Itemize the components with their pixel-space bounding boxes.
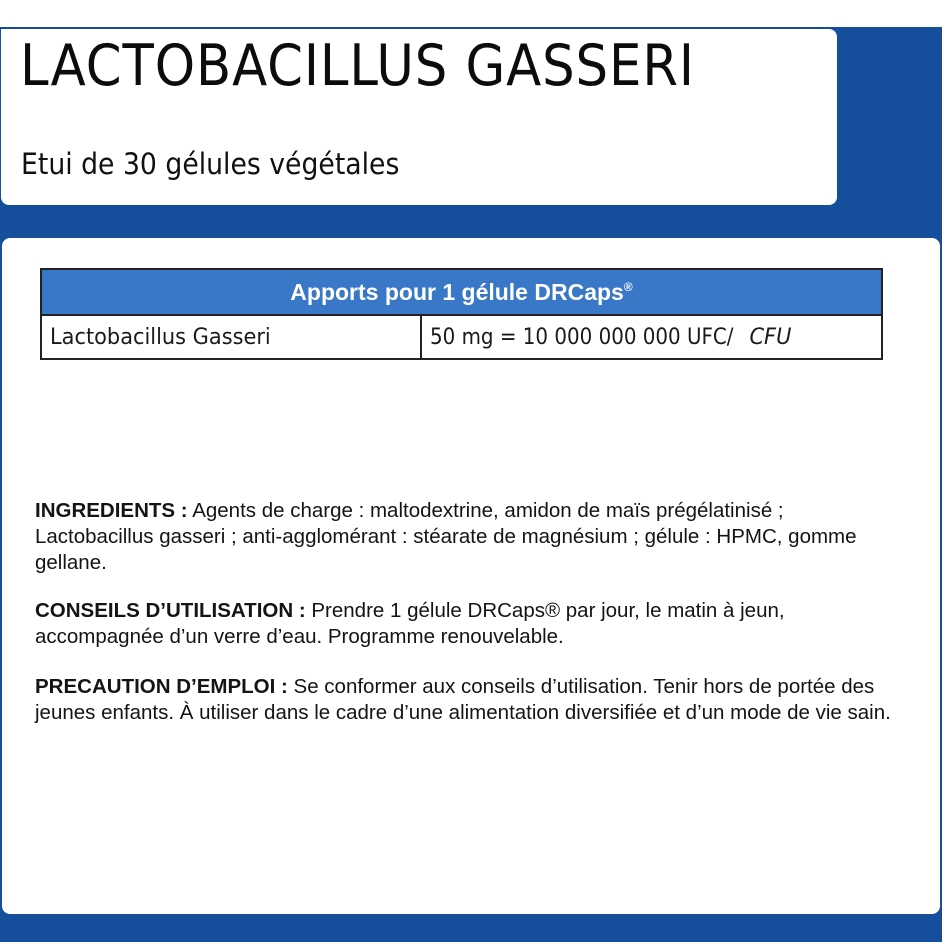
table-header-cell xyxy=(41,269,882,315)
nutrition-table xyxy=(40,268,883,360)
amount-unit: CFU xyxy=(749,324,792,350)
table-header-label: Apports pour 1 gélule DRCaps xyxy=(290,278,624,305)
product-title: LACTOBACILLUS GASSERI xyxy=(20,33,695,99)
amount-value: 50 mg = 10 000 000 000 UFC/ xyxy=(430,324,734,350)
ingredients-section xyxy=(35,498,895,576)
precaution-label: PRECAUTION D’EMPLOI : xyxy=(35,675,288,698)
usage-section xyxy=(35,598,895,650)
registered-mark: ® xyxy=(623,279,633,294)
ingredient-amount xyxy=(430,325,791,350)
ingredient-amount-cell xyxy=(421,315,882,359)
ingredients-label: INGREDIENTS : xyxy=(35,499,188,522)
precaution-section xyxy=(35,674,895,726)
ingredient-name-cell xyxy=(41,315,421,359)
usage-label: CONSEILS D’UTILISATION : xyxy=(35,599,306,622)
table-header-row xyxy=(41,269,882,315)
usage-text: Prendre 1 gélule DRCaps® par jour, le matin à jeun, accompagnée d’un verre d’eau. Programme renouvelable. xyxy=(35,599,785,648)
product-subtitle: Etui de 30 gélules végétales xyxy=(21,147,400,181)
ingredients-text: Agents de charge : maltodextrine, amidon de maïs prégélatinisé ; Lactobacillus gasseri ; anti-agglomérant : stéarate de magnésium ; gélule : HPMC, gomme gellane. xyxy=(35,499,857,574)
ingredient-name: Lactobacillus Gasseri xyxy=(50,324,271,350)
table-row xyxy=(41,315,882,359)
precaution-text: Se conformer aux conseils d’utilisation. Tenir hors de portée des jeunes enfants. À utiliser dans le cadre d’une alimentation diversifiée et d’un mode de vie sain. xyxy=(35,675,891,724)
